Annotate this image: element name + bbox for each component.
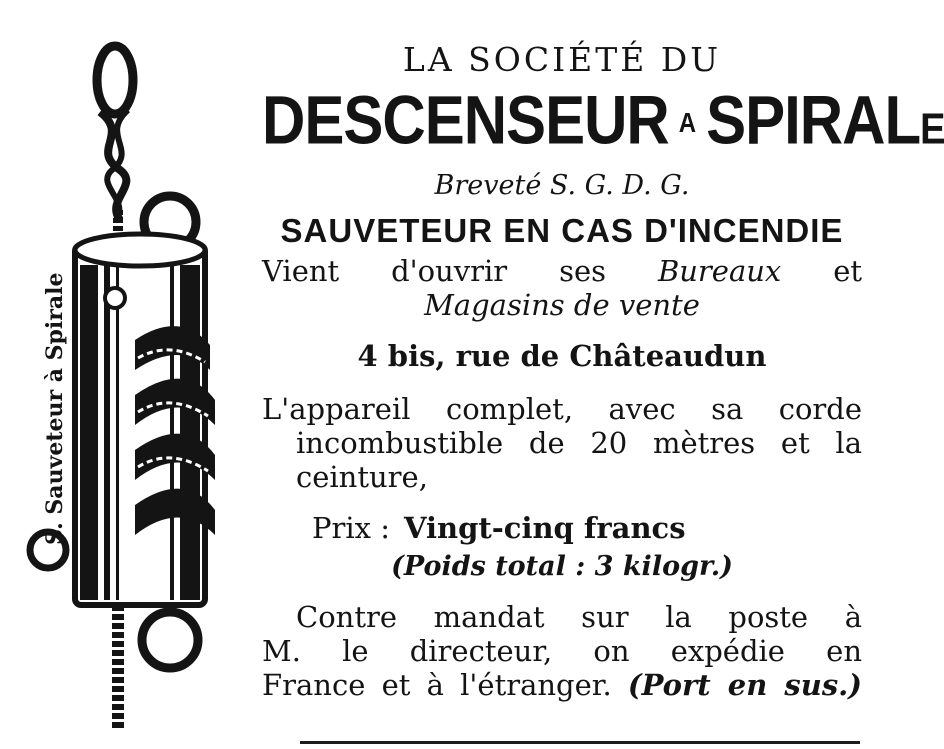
title-a: A: [678, 107, 697, 139]
order-line-3: [262, 668, 862, 702]
price-label: Prix :: [312, 511, 390, 545]
description-line-2: incombustible de 20 mètres et la: [296, 426, 862, 460]
order-line-3-italic: (Port en sus.): [627, 668, 862, 702]
title-suffix: E: [920, 105, 944, 154]
opening-line-2: Magasins de vente: [424, 288, 700, 322]
company-line: LA SOCIÉTÉ DU: [402, 40, 722, 79]
descender-illustration: [20, 40, 240, 730]
price-line: [262, 508, 862, 548]
opening-prefix: Vient d'ouvrir ses: [262, 254, 607, 288]
opening-line-1: [262, 254, 862, 288]
opening-conj: et: [833, 254, 863, 288]
title-main: DESCENSEUR: [262, 81, 669, 159]
ad-text: [262, 38, 944, 702]
order-line-2: M. le directeur, on expédie en: [262, 634, 862, 668]
order-line-3-text: France et à l'étranger.: [262, 668, 612, 702]
order-line-1: Contre mandat sur la poste à: [296, 600, 862, 634]
company-name: [262, 80, 944, 170]
illustration-label: S. Sauveteur à Spirale: [42, 272, 68, 545]
spiral-descender-drawing: [20, 40, 240, 730]
title-spiral: SPIRAL: [706, 81, 921, 159]
weight-line: (Poids total : 3 kilogr.): [391, 551, 733, 582]
bottom-rule: [300, 741, 860, 744]
description-line-1: L'appareil complet, avec sa corde: [262, 392, 862, 426]
top-ring-icon: [97, 46, 133, 114]
patent-line: Breveté S. G. D. G.: [434, 170, 690, 201]
bottom-ring-icon: [142, 612, 198, 668]
opening-bureaux: Bureaux: [657, 254, 782, 288]
address: 4 bis, rue de Châteaudun: [357, 339, 767, 373]
tagline: SAUVETEUR EN CAS D'INCENDIE: [280, 212, 844, 249]
description-line-3: ceinture,: [296, 460, 428, 494]
price-value: Vingt-cinq francs: [404, 511, 686, 545]
